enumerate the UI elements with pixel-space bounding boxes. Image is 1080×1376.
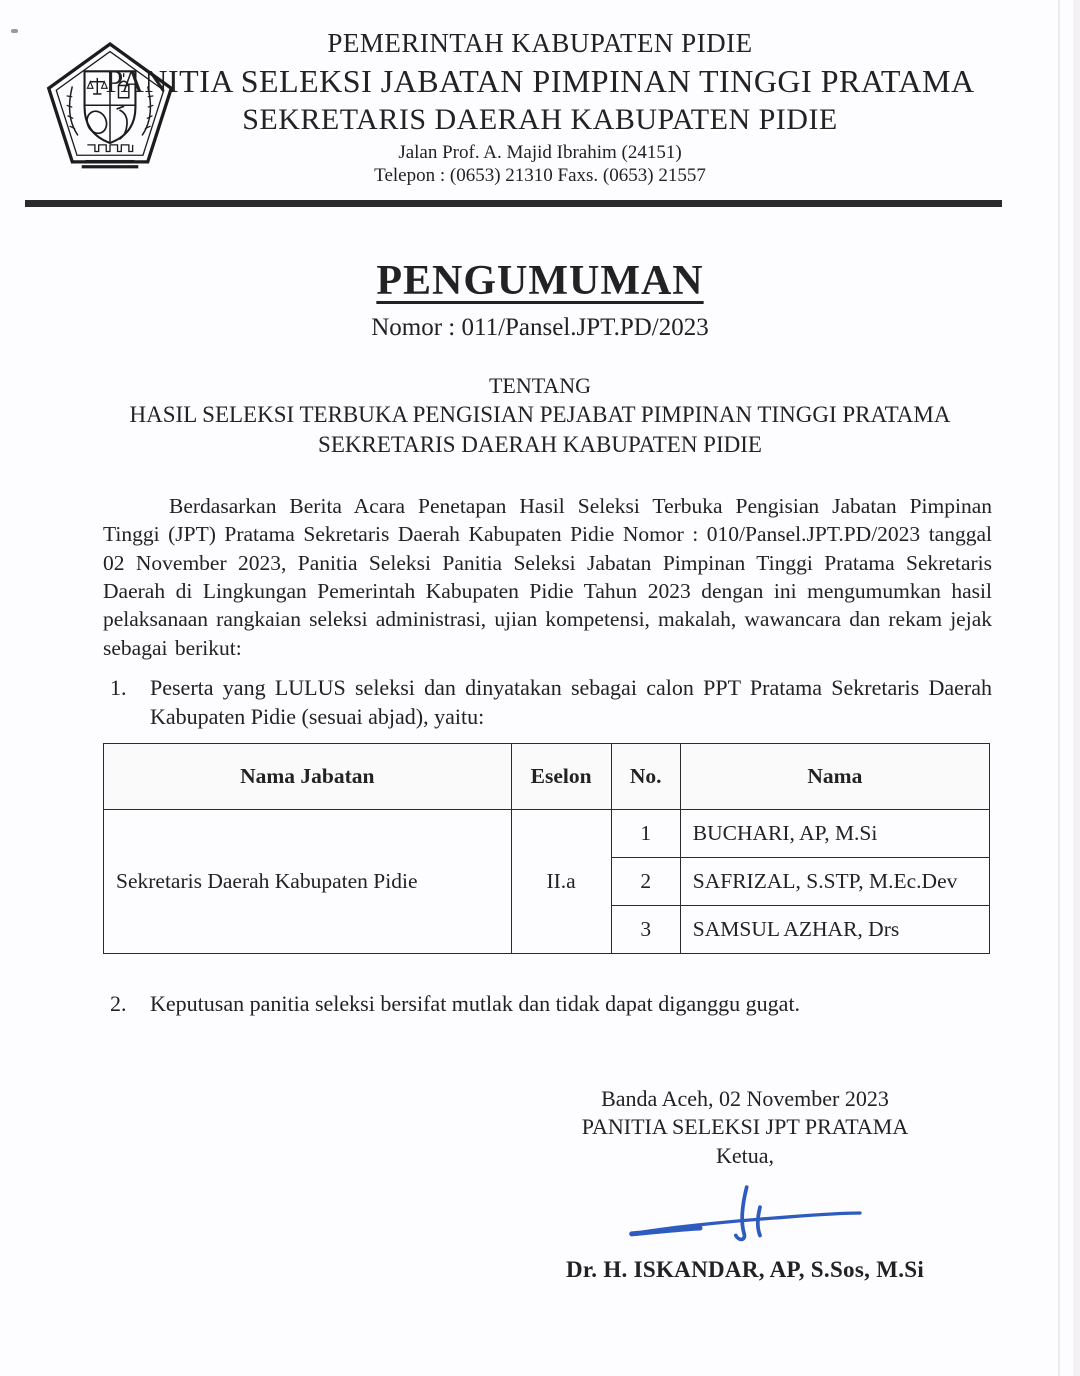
header-eselon: Eselon — [511, 744, 611, 810]
subject-line-1: HASIL SELEKSI TERBUKA PENGISIAN PEJABAT PIMPINAN TINGGI PRATAMA — [129, 402, 951, 428]
numbered-list-continued — [110, 990, 992, 1019]
signature-place-date: Banda Aceh, 02 November 2023 — [601, 1085, 889, 1111]
list-item-1-number: 1. — [110, 675, 127, 700]
government-name: PEMERINTAH KABUPATEN PIDIE — [327, 28, 753, 58]
address-line: Jalan Prof. A. Majid Ibrahim (24151) — [398, 142, 682, 163]
signature-block — [490, 1085, 1000, 1285]
cell-no-2: 2 — [611, 858, 680, 906]
table-row — [104, 810, 990, 858]
cell-no-3: 3 — [611, 906, 680, 954]
opening-paragraph: Berdasarkan Berita Acara Penetapan Hasil Seleksi Terbuka Pengisian Jabatan Pimpinan Tinggi (JPT) Pratama Sekretaris Daerah Kabupaten Pidie Nomor : 010/Pansel.JPT.PD/2023 tanggal 02 November 2023, Panitia Seleksi Panitia Seleksi Jabatan Pimpinan Tinggi Pratama Sekretaris Daerah di Lingkungan Pemerintah Kabupaten Pidie Tahun 2023 dengan ini mengumumkan hasil pelaksanaan rangkaian seleksi administrasi, ujian kompetensi, makalah, wawancara dan rekam jejak sebagai berikut: — [103, 493, 992, 660]
cell-eselon: II.a — [511, 810, 611, 954]
list-item-2-number: 2. — [110, 991, 127, 1017]
office-name: SEKRETARIS DAERAH KABUPATEN PIDIE — [242, 103, 838, 136]
document-number: Nomor : 011/Pansel.JPT.PD/2023 — [371, 314, 709, 341]
numbered-list — [110, 674, 992, 731]
list-item-2-text: Keputusan panitia seleksi bersifat mutlak dan tidak dapat diganggu gugat. — [150, 991, 801, 1017]
signer-name: Dr. H. ISKANDAR, AP, S.Sos, M.Si — [565, 1256, 925, 1282]
letterhead-divider — [25, 200, 1002, 207]
pidie-regency-emblem-icon — [44, 36, 176, 184]
list-item-1-text: Peserta yang LULUS seleksi dan dinyatakan sebagai calon PPT Pratama Sekretaris Daerah Kabupaten Pidie (sesuai abjad), yaitu: — [150, 675, 992, 729]
header-nama: Nama — [680, 744, 989, 810]
phone-line: Telepon : (0653) 21310 Faxs. (0653) 21557 — [374, 165, 706, 186]
letterhead — [0, 0, 1080, 187]
list-item-1 — [110, 674, 992, 731]
subject-label: TENTANG — [488, 373, 592, 398]
signature-role: Ketua, — [715, 1142, 775, 1168]
cell-nama-1: BUCHARI, AP, M.Si — [680, 810, 989, 858]
header-no: No. — [611, 744, 680, 810]
cell-nama-2: SAFRIZAL, S.STP, M.Ec.Dev — [680, 858, 989, 906]
committee-name: PANITIA SELEKSI JABATAN PIMPINAN TINGGI PRATAMA — [105, 63, 975, 99]
document-title: PENGUMUMAN — [376, 258, 704, 304]
selection-result-table — [103, 743, 990, 954]
cell-nama-3: SAMSUL AZHAR, Drs — [680, 906, 989, 954]
scan-edge-artifact — [1073, 0, 1080, 1376]
list-item-2 — [110, 990, 992, 1019]
subject-block — [0, 371, 1080, 461]
scan-line-artifact — [1058, 0, 1060, 1376]
subject-line-2: SEKRETARIS DAERAH KABUPATEN PIDIE — [318, 432, 762, 458]
cell-no-1: 1 — [611, 810, 680, 858]
cell-nama-jabatan: Sekretaris Daerah Kabupaten Pidie — [104, 810, 512, 954]
header-nama-jabatan: Nama Jabatan — [104, 744, 512, 810]
handwritten-signature — [620, 1173, 870, 1253]
table-header-row — [104, 744, 990, 810]
signature-committee: PANITIA SELEKSI JPT PRATAMA — [581, 1114, 909, 1140]
